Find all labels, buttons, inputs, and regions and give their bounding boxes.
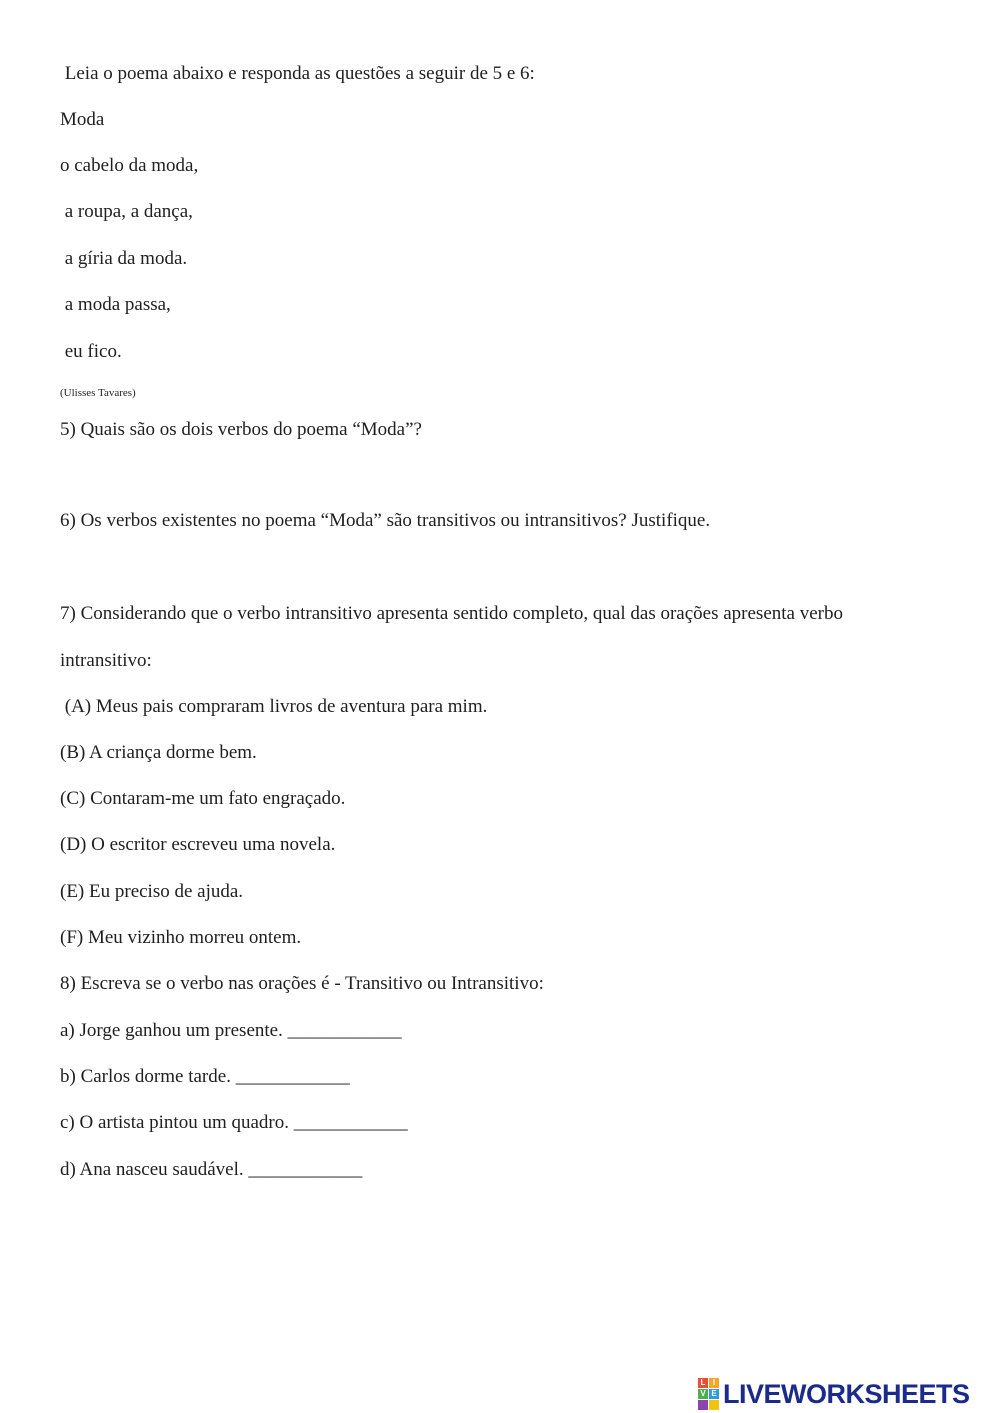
- question-8-prompt: 8) Escreva se o verbo nas orações é - Transitivo ou Intransitivo:: [60, 973, 544, 994]
- logo-block: L: [698, 1378, 708, 1388]
- poem-line: a moda passa,: [60, 294, 171, 315]
- poem-line: eu fico.: [60, 341, 122, 362]
- option-e: (E) Eu preciso de ajuda.: [60, 881, 244, 902]
- logo-block: [698, 1400, 708, 1410]
- poem-line: o cabelo da moda,: [60, 155, 199, 176]
- option-f: (F) Meu vizinho morreu ontem.: [60, 927, 302, 948]
- question-6: 6) Os verbos existentes no poema “Moda” são transitivos ou intransitivos? Justifique.: [60, 510, 711, 531]
- question-5: 5) Quais são os dois verbos do poema “Moda”?: [60, 419, 422, 440]
- option-c: (C) Contaram-me um fato engraçado.: [60, 788, 346, 809]
- logo-block: V: [698, 1389, 708, 1399]
- question-7-prompt-cont: intransitivo:: [60, 650, 152, 671]
- poem-line: a gíria da moda.: [60, 248, 188, 269]
- liveworksheets-logo-icon: [698, 1378, 719, 1410]
- liveworksheets-logo-text: LIVEWORKSHEETS: [723, 1378, 970, 1409]
- question-8-item-a: a) Jorge ganhou um presente. ____________: [60, 1020, 402, 1041]
- poem-line: a roupa, a dança,: [60, 201, 193, 222]
- logo-block: E: [709, 1389, 719, 1399]
- poem-author: (Ulisses Tavares): [60, 387, 136, 399]
- option-b: (B) A criança dorme bem.: [60, 742, 257, 763]
- intro-text: Leia o poema abaixo e responda as questões a seguir de 5 e 6:: [60, 63, 535, 84]
- logo-block: I: [709, 1378, 719, 1388]
- logo-block: [709, 1400, 719, 1410]
- poem-title: Moda: [60, 109, 105, 130]
- question-8-item-d: d) Ana nasceu saudável. ____________: [60, 1159, 363, 1180]
- option-d: (D) O escritor escreveu uma novela.: [60, 834, 336, 855]
- option-a: (A) Meus pais compraram livros de aventura para mim.: [60, 696, 488, 717]
- liveworksheets-logo: [698, 1377, 994, 1411]
- question-8-item-b: b) Carlos dorme tarde. ____________: [60, 1066, 350, 1087]
- question-7-prompt: 7) Considerando que o verbo intransitivo apresenta sentido completo, qual das orações apresenta verbo: [60, 603, 843, 624]
- question-8-item-c: c) O artista pintou um quadro. ____________: [60, 1112, 408, 1133]
